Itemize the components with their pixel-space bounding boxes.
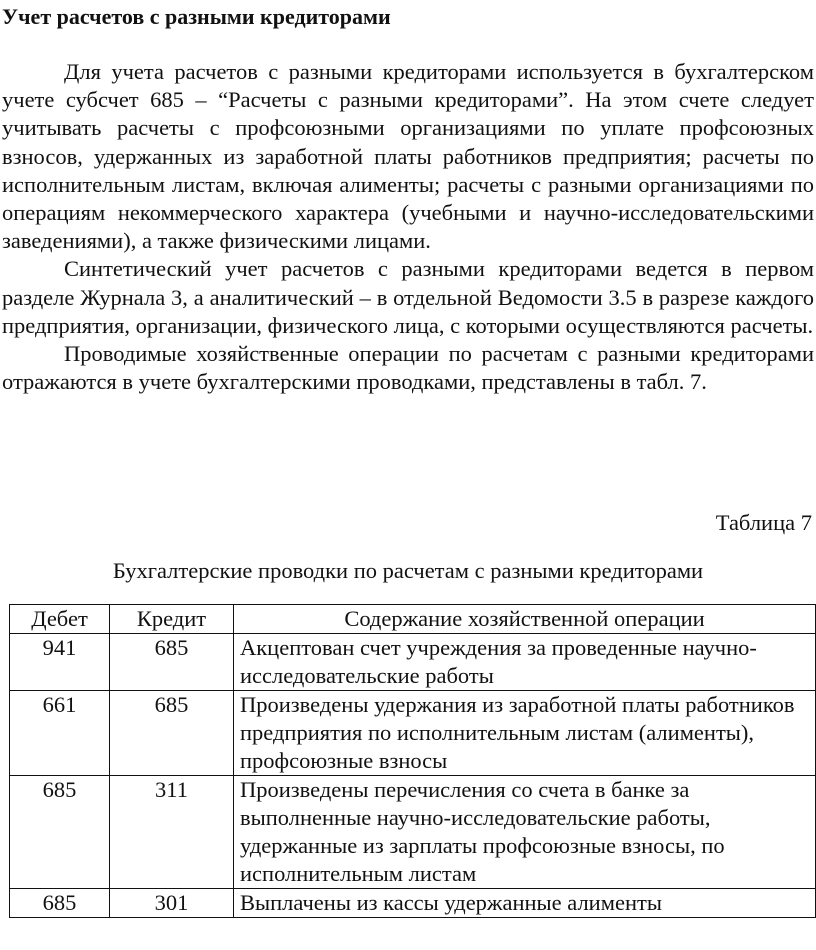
table-row <box>10 634 816 691</box>
header-description: Содержание хозяйственной операции <box>234 605 816 634</box>
body-text <box>2 58 814 396</box>
paragraph-1: Для учета расчетов с разными кредиторами используется в бухгалтерском учете субсчет 685 – “Расчеты с разными кредиторами”. На этом счете следует учитывать расчеты с профсоюзными организациями по уплате профсоюзных взносов, удержанных из заработной платы работников предприятия; расчеты по исполнительным листам, включая алименты; расчеты с разными организациями по операциям некоммерческого характера (учебными и научно-исследовательскими заведениями), а также физическими лицами. <box>2 59 814 254</box>
cell-credit: 685 <box>110 691 234 776</box>
cell-debit: 941 <box>10 634 110 691</box>
accounting-entries-table <box>9 604 816 918</box>
cell-credit: 311 <box>110 776 234 889</box>
cell-credit: 301 <box>110 889 234 918</box>
table-number-label: Таблица 7 <box>715 510 812 535</box>
paragraph-2: Синтетический учет расчетов с разными кредиторами ведется в первом разделе Журнала 3, а аналитический – в отдельной Ведомости 3.5 в разрезе каждого предприятия, организации, физического лица, с которыми осуществляются расчеты. <box>2 256 814 338</box>
cell-description: Акцептован счет учреждения за проведенные научно-исследовательские работы <box>234 634 816 691</box>
cell-debit: 685 <box>10 776 110 889</box>
table-row <box>10 691 816 776</box>
cell-description: Произведены удержания из заработной платы работников предприятия по исполнительным листам (алименты), профсоюзные взносы <box>234 691 816 776</box>
table-row <box>10 889 816 918</box>
section-heading: Учет расчетов с разными кредиторами <box>2 4 391 29</box>
paragraph-3: Проводимые хозяйственные операции по расчетам с разными кредиторами отражаются в учете бухгалтерскими проводками, представлены в табл. 7. <box>2 341 814 395</box>
table-row <box>10 776 816 889</box>
cell-credit: 685 <box>110 634 234 691</box>
cell-debit: 685 <box>10 889 110 918</box>
cell-debit: 661 <box>10 691 110 776</box>
header-credit: Кредит <box>110 605 234 634</box>
header-debit: Дебет <box>10 605 110 634</box>
cell-description: Произведены перечисления со счета в банке за выполненные научно-исследовательские работы, удержанные из зарплаты профсоюзные взносы, по исполнительным листам <box>234 776 816 889</box>
table-caption: Бухгалтерские проводки по расчетам с разными кредиторами <box>112 558 704 583</box>
cell-description: Выплачены из кассы удержанные алименты <box>234 889 816 918</box>
table-header-row <box>10 605 816 634</box>
